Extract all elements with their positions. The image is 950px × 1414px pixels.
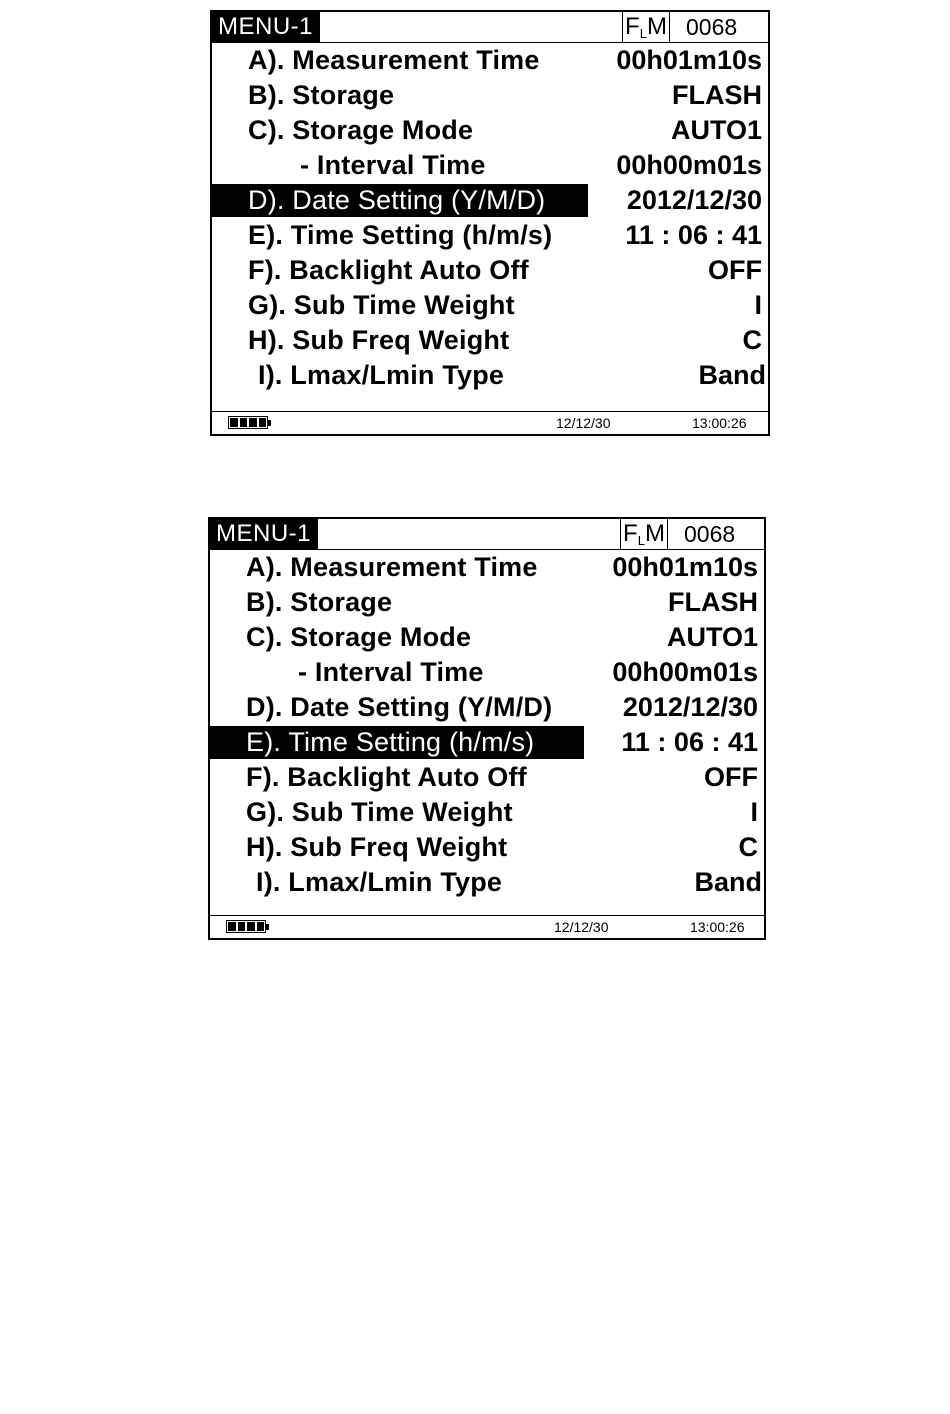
- row-value: Band: [698, 360, 766, 390]
- status-bar: [210, 915, 764, 938]
- row-label: A). Measurement Time: [248, 45, 540, 75]
- battery-tip: [268, 420, 271, 426]
- row-label: I). Lmax/Lmin Type: [258, 360, 505, 390]
- menu-screen-2: [208, 517, 766, 940]
- mode-indicator: $F_LM$: [620, 519, 668, 549]
- row-label: F). Backlight Auto Off: [248, 255, 529, 285]
- menu-row-time-setting[interactable]: [210, 726, 764, 761]
- row-value: I: [754, 290, 762, 320]
- battery-tip: [266, 924, 269, 930]
- row-label: C). Storage Mode: [246, 622, 472, 652]
- menu-row-storage-mode[interactable]: [210, 621, 764, 656]
- menu-row-measurement-time[interactable]: [210, 551, 764, 586]
- menu-row-storage-mode[interactable]: [212, 114, 768, 149]
- status-time: 13:00:26: [692, 415, 747, 431]
- mode-indicator: $F_LM$: [622, 12, 670, 42]
- row-label: F). Backlight Auto Off: [246, 762, 527, 792]
- row-value: 00h00m01s: [612, 657, 758, 687]
- row-label: G). Sub Time Weight: [246, 797, 513, 827]
- row-value: 2012/12/30: [626, 185, 762, 215]
- row-label: C). Storage Mode: [248, 115, 474, 145]
- row-value: AUTO1: [670, 115, 762, 145]
- menu-row-date-setting[interactable]: [210, 691, 764, 726]
- menu-row-sub-time-weight[interactable]: [210, 796, 764, 831]
- row-value: 00h01m10s: [612, 552, 758, 582]
- status-time: 13:00:26: [690, 919, 745, 935]
- screen-header: [212, 12, 768, 43]
- row-label: G). Sub Time Weight: [248, 290, 515, 320]
- row-value: 00h00m01s: [616, 150, 762, 180]
- row-value: I: [750, 797, 758, 827]
- menu-row-backlight[interactable]: [212, 254, 768, 289]
- menu-row-measurement-time[interactable]: [212, 44, 768, 79]
- menu-row-sub-freq-weight[interactable]: [212, 324, 768, 359]
- record-counter: 0068: [686, 14, 738, 40]
- menu-row-interval-time[interactable]: [212, 149, 768, 184]
- row-label: B). Storage: [246, 587, 393, 617]
- row-label: H). Sub Freq Weight: [248, 325, 510, 355]
- menu-row-sub-time-weight[interactable]: [212, 289, 768, 324]
- status-bar: [212, 411, 768, 434]
- row-label: H). Sub Freq Weight: [246, 832, 508, 862]
- menu-row-storage[interactable]: [210, 586, 764, 621]
- menu-row-storage[interactable]: [212, 79, 768, 114]
- row-label: - Interval Time: [298, 657, 484, 687]
- battery-icon: [228, 416, 268, 429]
- row-label: A). Measurement Time: [246, 552, 538, 582]
- menu-row-backlight[interactable]: [210, 761, 764, 796]
- row-value: Band: [694, 867, 762, 897]
- settings-list: [212, 44, 768, 394]
- row-value: 00h01m10s: [616, 45, 762, 75]
- row-value: 11 : 06 : 41: [621, 727, 758, 757]
- row-label: B). Storage: [248, 80, 395, 110]
- row-value: OFF: [704, 762, 758, 792]
- row-value: C: [738, 832, 758, 862]
- row-value: C: [742, 325, 762, 355]
- row-label: I). Lmax/Lmin Type: [256, 867, 503, 897]
- row-value: 11 : 06 : 41: [625, 220, 762, 250]
- row-label: E). Time Setting (h/m/s): [248, 220, 553, 250]
- status-date: 12/12/30: [556, 415, 611, 431]
- row-label: D). Date Setting (Y/M/D): [246, 692, 553, 722]
- row-value: 2012/12/30: [622, 692, 758, 722]
- row-value: AUTO1: [666, 622, 758, 652]
- menu-screen-1: [210, 10, 770, 436]
- menu-row-sub-freq-weight[interactable]: [210, 831, 764, 866]
- battery-icon: [226, 920, 266, 933]
- row-label: E). Time Setting (h/m/s): [210, 726, 584, 759]
- row-value: FLASH: [668, 587, 758, 617]
- menu-row-interval-time[interactable]: [210, 656, 764, 691]
- menu-title: MENU-1: [210, 519, 318, 549]
- screen-header: [210, 519, 764, 550]
- menu-row-time-setting[interactable]: [212, 219, 768, 254]
- menu-row-lmax-lmin[interactable]: [210, 866, 764, 901]
- status-date: 12/12/30: [554, 919, 609, 935]
- menu-row-lmax-lmin[interactable]: [212, 359, 768, 394]
- row-value: FLASH: [672, 80, 762, 110]
- menu-row-date-setting[interactable]: [212, 184, 768, 219]
- row-label: - Interval Time: [300, 150, 486, 180]
- row-label: D). Date Setting (Y/M/D): [212, 184, 588, 217]
- settings-list: [210, 551, 764, 901]
- record-counter: 0068: [684, 521, 736, 547]
- menu-title: MENU-1: [212, 12, 320, 42]
- row-value: OFF: [708, 255, 762, 285]
